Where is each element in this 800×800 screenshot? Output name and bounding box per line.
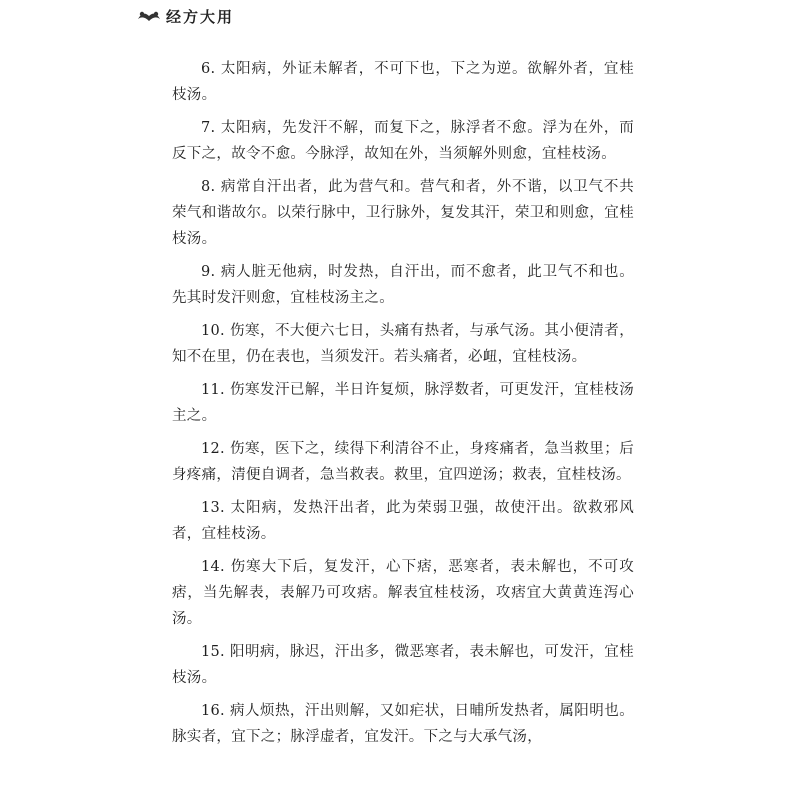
clause-12: 12. 伤寒，医下之，续得下利清谷不止，身疼痛者，急当救里；后身疼痛，清便自调者，急当救表。救里，宜四逆汤；救表，宜桂枝汤。 (172, 441, 634, 483)
clause-8: 8. 病常自汗出者，此为营气和。营气和者，外不谐，以卫气不共荣气和谐故尔。以荣行脉中，卫行脉外，复发其汗，荣卫和则愈，宜桂枝汤。 (172, 179, 634, 247)
clause-11: 11. 伤寒发汗已解，半日许复烦，脉浮数者，可更发汗，宜桂枝汤主之。 (172, 382, 634, 424)
clause-15: 15. 阳明病，脉迟，汗出多，微恶寒者，表未解也，可发汗，宜桂枝汤。 (172, 644, 634, 686)
clause-16: 16. 病人烦热，汗出则解，又如疟状，日晡所发热者，属阳明也。脉实者，宜下之；脉浮虚者，宜发汗。下之与大承气汤， (172, 703, 634, 745)
book-title: 经方大用 (166, 7, 235, 26)
clause-9: 9. 病人脏无他病，时发热，自汗出，而不愈者，此卫气不和也。先其时发汗则愈，宜桂枝汤主之。 (172, 264, 634, 306)
running-header (136, 4, 234, 28)
clause-14: 14. 伤寒大下后，复发汗，心下痞，恶寒者，表未解也，不可攻痞，当先解表，表解乃可攻痞。解表宜桂枝汤，攻痞宜大黄黄连泻心汤。 (172, 559, 634, 627)
clause-7: 7. 太阳病，先发汗不解，而复下之，脉浮者不愈。浮为在外，而反下之，故令不愈。今脉浮，故知在外，当须解外则愈，宜桂枝汤。 (172, 120, 634, 162)
clause-6: 6. 太阳病，外证未解者，不可下也，下之为逆。欲解外者，宜桂枝汤。 (172, 61, 634, 103)
page-body (172, 56, 634, 757)
clause-10: 10. 伤寒，不大便六七日，头痛有热者，与承气汤。其小便清者，知不在里，仍在表也，当须发汗。若头痛者，必衄，宜桂枝汤。 (172, 323, 634, 365)
book-ornament-icon (136, 7, 162, 25)
clause-13: 13. 太阳病，发热汗出者，此为荣弱卫强，故使汗出。欲救邪风者，宜桂枝汤。 (172, 500, 634, 542)
